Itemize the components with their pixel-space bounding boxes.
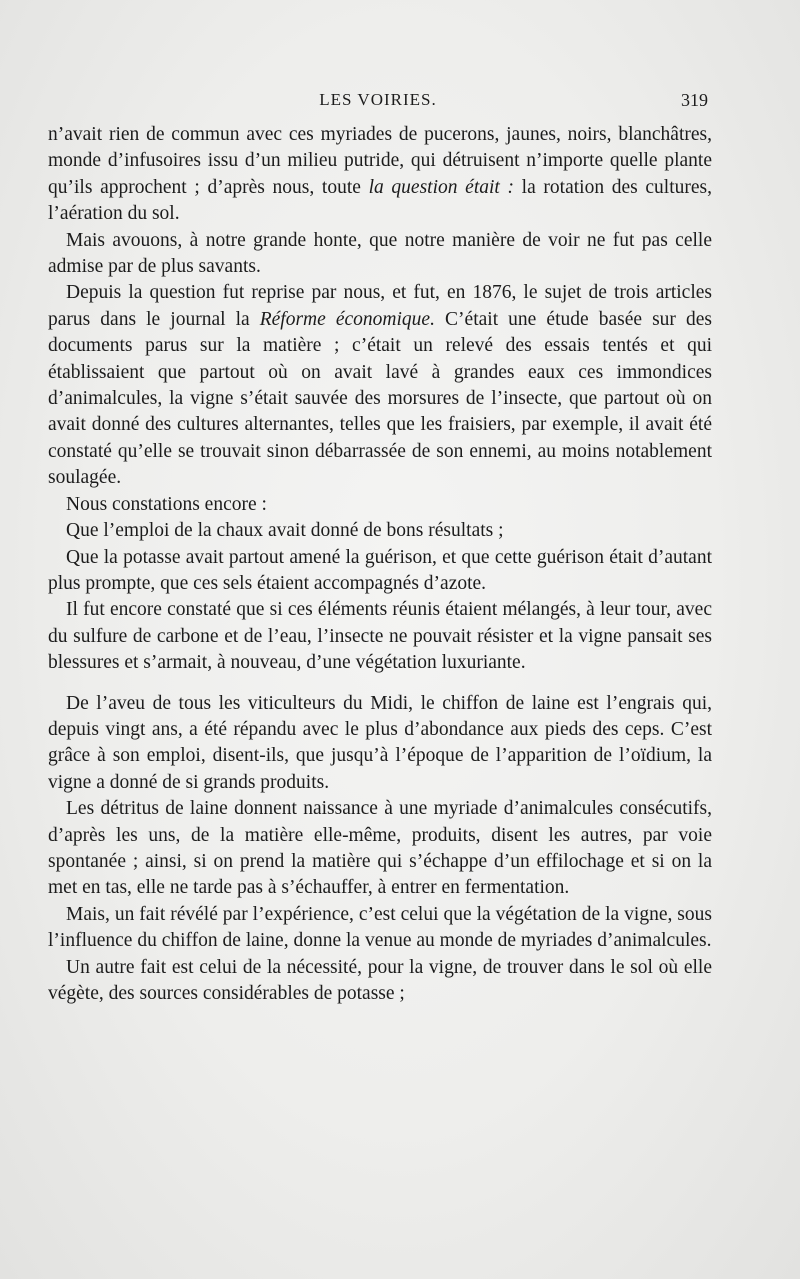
paragraph: Mais, un fait révélé par l’expérience, c’est celui que la végétation de la vigne, sous l’influence du chiffon de laine, donne la venue au monde de myriades d’animalcules. <box>48 903 712 952</box>
text-run: n’avait rien de commun avec ces myriades de pucerons, jaunes, noirs, blanchâtres, monde d’infusoires issu d’un milieu putride, qui détruisent n’importe quelle plante qu’ils approchent ; d’après nous, toute <box>48 124 712 198</box>
running-title: LES VOIRIES. <box>319 90 437 109</box>
paragraph: Que la potasse avait partout amené la guérison, et que cette guérison était d’autant plus prompte, que ces sels étaient accompagnés d’azote. <box>48 546 712 594</box>
text-run: C’était une étude basée sur des documents parus sur la matière ; c’était un relevé des essais tentés et qui établissaient que partout où on avait lavé à grandes eaux ces immondices d’animalcules, la vigne s’était sauvée des morsures de l’insecte, que partout où on avait donné des cultures alternantes, telles que les fraisiers, par exemple, il avait été constaté qu’elle se trouvait sinon débarrassée de son ennemi, au moins notablement soulagée. <box>48 308 712 489</box>
paragraph <box>48 280 712 491</box>
paragraph: Les détritus de laine donnent naissance à une myriade d’animalcules consécutifs, d’après les uns, de la matière elle-même, produits, disent les autres, par voie spontanée ; ainsi, si on prend la matière qui s’échappe d’un effilochage et si on la met en tas, elle ne tarde pas à s’échauffer, à entrer en fermentation. <box>48 798 712 899</box>
journal-title: Réforme économique. <box>259 308 435 330</box>
section-gap <box>48 677 712 691</box>
paragraph: Un autre fait est celui de la nécessité, pour la vigne, de trouver dans le sol où elle végète, des sources considérables de potasse ; <box>48 956 712 1004</box>
paragraph: Il fut encore constaté que si ces éléments réunis étaient mélangés, à leur tour, avec du sulfure de carbone et de l’eau, l’insecte ne pouvait résister et la vigne pansait ses blessures et s’armait, à nouveau, d’une végétation luxuriante. <box>48 599 712 674</box>
text-run: la rotation des cultures, l’aération du sol. <box>48 176 712 225</box>
italic-phrase: la question était : <box>368 176 514 198</box>
text-run: Depuis la question fut reprise par nous, et fut, en 1876, le sujet de trois articles parus dans le journal la <box>48 282 712 330</box>
page-number: 319 <box>681 90 708 110</box>
body-text <box>48 122 712 1007</box>
paragraph: Nous constations encore : <box>66 493 267 515</box>
paragraph: Que l’emploi de la chaux avait donné de bons résultats ; <box>66 520 504 542</box>
page-header <box>48 88 708 114</box>
paragraph-continuation <box>48 122 712 228</box>
paragraph: De l’aveu de tous les viticulteurs du Midi, le chiffon de laine est l’engrais qui, depuis vingt ans, a été répandu avec le plus d’abondance aux pieds des ceps. C’est grâce à son emploi, disent-ils, que jusqu’à l’époque de l’apparition de l’oïdium, la vigne a donné de si grands produits. <box>48 692 712 793</box>
paragraph: Mais avouons, à notre grande honte, que notre manière de voir ne fut pas celle admise par de plus savants. <box>48 229 712 278</box>
